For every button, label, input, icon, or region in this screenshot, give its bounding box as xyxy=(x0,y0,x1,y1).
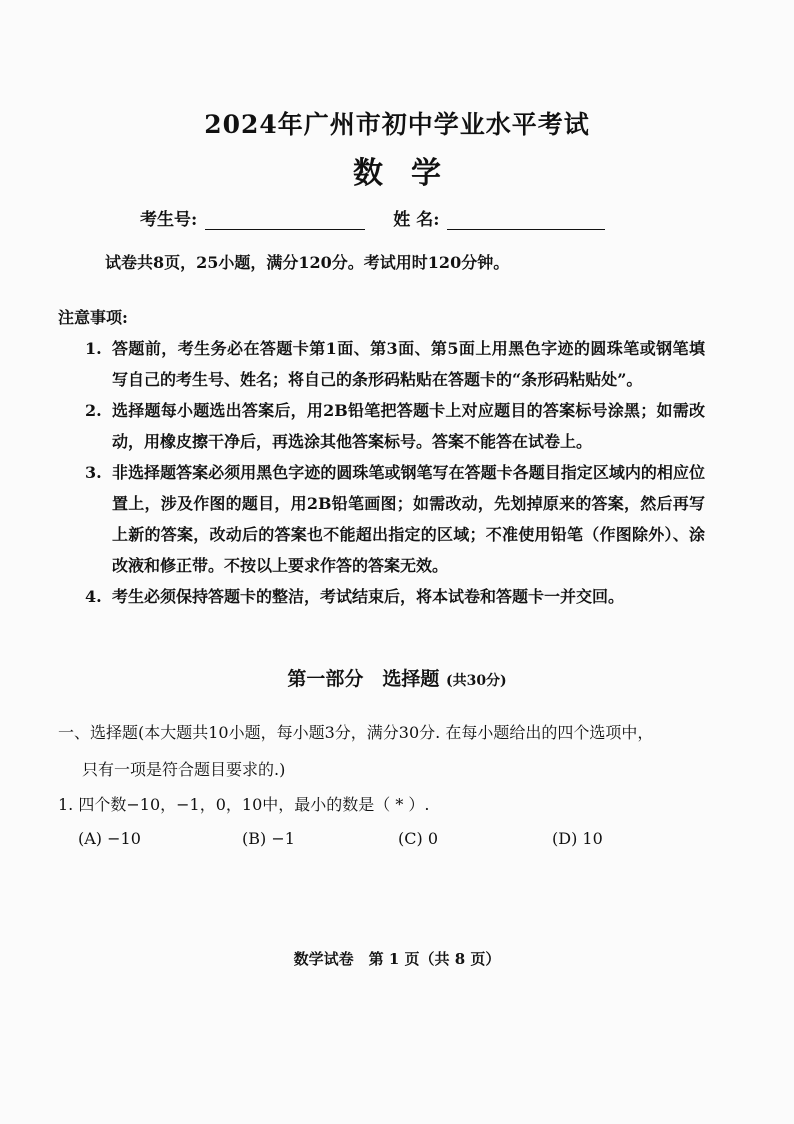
candidate-fields xyxy=(140,205,605,230)
section-instructions xyxy=(58,714,748,788)
option-d: (D) 10 xyxy=(552,829,603,848)
part-score: (共30分) xyxy=(445,673,507,689)
notes-list xyxy=(85,333,705,612)
note-item xyxy=(85,581,705,612)
note-number: 4. xyxy=(85,587,102,606)
section-line-2: 只有一项是符合题目要求的.) xyxy=(82,760,286,779)
notes-heading: 注意事项: xyxy=(58,308,128,327)
note-item xyxy=(85,395,705,457)
part-title: 第一部分 选择题 xyxy=(287,668,440,690)
section-line-1: 一、选择题(本大题共10小题，每小题3分，满分30分. 在每小题给出的四个选项中， xyxy=(58,723,654,742)
note-item xyxy=(85,457,705,581)
exam-title: 2024年广州市初中学业水平考试 xyxy=(204,110,590,139)
part-heading xyxy=(0,664,794,691)
note-item xyxy=(85,333,705,395)
note-text: 选择题每小题选出答案后，用2B铅笔把答题卡上对应题目的答案标号涂黑；如需改动，用橡皮擦干净后，再选涂其他答案标号。答案不能答在试卷上。 xyxy=(112,401,705,451)
candidate-number-field[interactable] xyxy=(205,211,365,230)
note-number: 1. xyxy=(85,339,102,358)
subject-title: 数学 xyxy=(353,156,469,191)
note-text: 答题前，考生务必在答题卡第1面、第3面、第5面上用黑色字迹的圆珠笔或钢笔填写自己的考生号、姓名；将自己的条形码粘贴在答题卡的“条形码粘贴处”。 xyxy=(112,339,705,389)
exam-info: 试卷共8页，25小题，满分120分。考试用时120分钟。 xyxy=(105,253,510,272)
page-footer: 数学试卷 第 1 页（共 8 页） xyxy=(293,950,501,968)
option-c: (C) 0 xyxy=(398,829,438,848)
question-1-stem: 1. 四个数−10，−1，0，10中，最小的数是（ * ）. xyxy=(58,795,430,814)
note-text: 考生必须保持答题卡的整洁，考试结束后，将本试卷和答题卡一并交回。 xyxy=(112,587,625,606)
name-field[interactable] xyxy=(447,211,605,230)
note-number: 2. xyxy=(85,401,102,420)
option-b: (B) −1 xyxy=(242,829,295,848)
note-text: 非选择题答案必须用黑色字迹的圆珠笔或钢笔写在答题卡各题目指定区域内的相应位置上，涉及作图的题目，用2B铅笔画图；如需改动，先划掉原来的答案，然后再写上新的答案，改动后的答案也不能超出指定的区域；不准使用铅笔（作图除外）、涂改液和修正带。不按以上要求作答的答案无效。 xyxy=(112,463,705,575)
candidate-number-label: 考生号: xyxy=(140,210,198,230)
note-number: 3. xyxy=(85,463,102,482)
option-a: (A) −10 xyxy=(78,829,141,848)
name-label: 姓 名: xyxy=(393,210,440,230)
